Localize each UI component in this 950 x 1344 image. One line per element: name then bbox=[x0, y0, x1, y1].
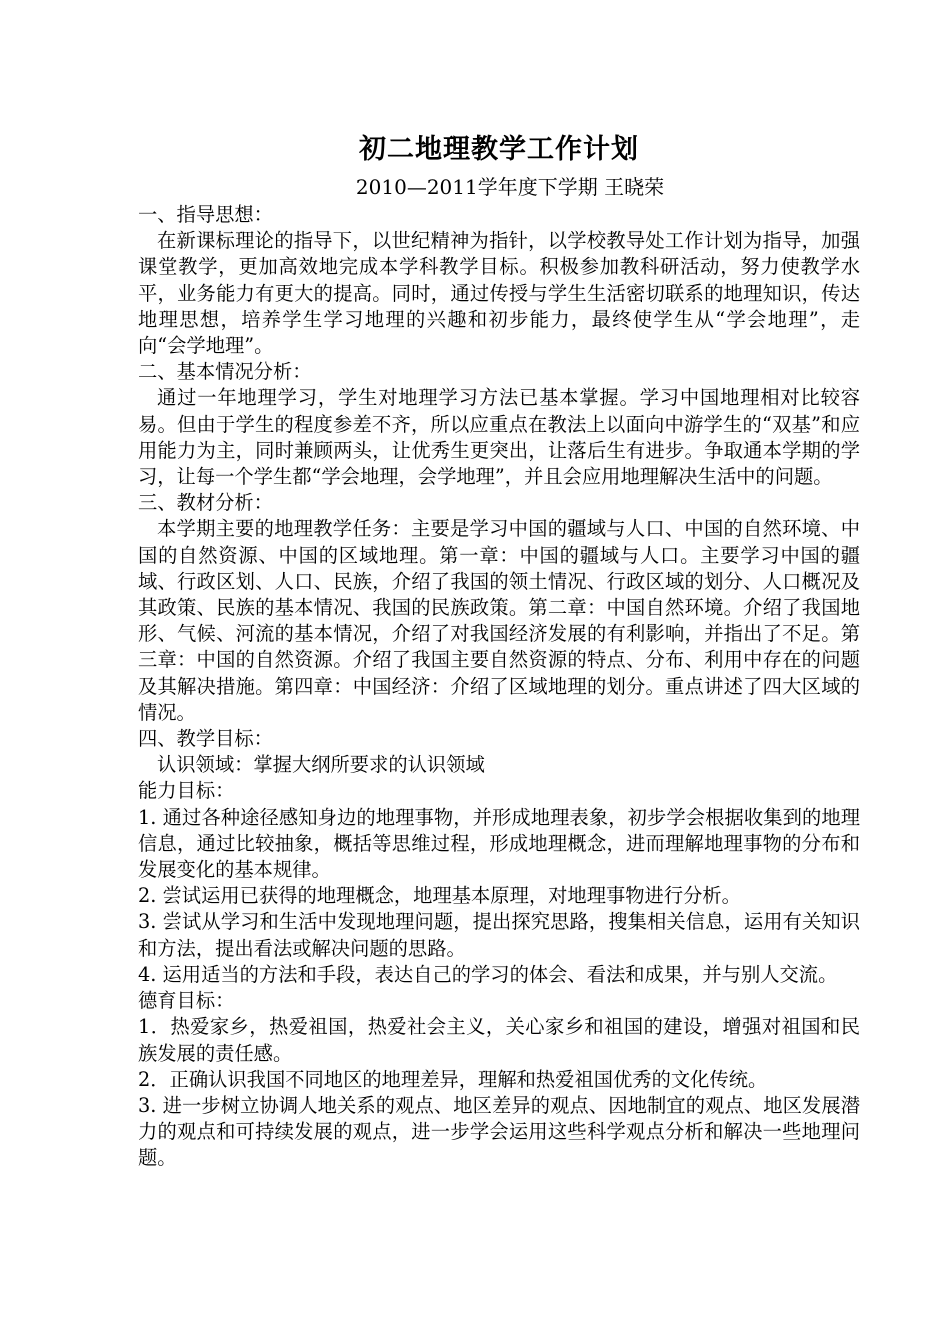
document-subtitle: 2010—2011学年度下学期 王晓荣 bbox=[355, 175, 665, 199]
section-heading-situation-analysis: 二、基本情况分析： bbox=[138, 360, 312, 384]
paragraph-cognitive-domain: 认识领域：掌握大纲所要求的认识领域 bbox=[157, 753, 485, 777]
list-item: 3. 进一步树立协调人地关系的观点、地区差异的观点、因地制宜的观点、地区发展潜力的观点和可持续发展的观点，进一步学会运用这些科学观点分析和解决一些地理问题。 bbox=[138, 1093, 860, 1170]
paragraph-textbook-analysis: 本学期主要的地理教学任务：主要是学习中国的疆域与人口、中国的自然环境、中国的自然资源、中国的区域地理。第一章：中国的疆域与人口。主要学习中国的疆域、行政区划、人口、民族，介绍了我国的领土情况、行政区域的划分、人口概况及其政策、民族的基本情况、我国的民族政策。第二章：中国自然环境。介绍了我国地形、气候、河流的基本情况，介绍了对我国经济发展的有利影响，并指出了不足。第三章：中国的自然资源。介绍了我国主要自然资源的特点、分布、利用中存在的问题及其解决措施。第四章：中国经济：介绍了区域地理的划分。重点讲述了四大区域的情况。 bbox=[138, 517, 860, 724]
document-title: 初二地理教学工作计划 bbox=[359, 134, 639, 165]
list-item: 3. 尝试从学习和生活中发现地理问题，提出探究思路，搜集相关信息，运用有关知识和方法，提出看法或解决问题的思路。 bbox=[138, 910, 860, 960]
document-page bbox=[138, 130, 860, 1172]
section-heading-textbook-analysis: 三、教材分析： bbox=[138, 491, 273, 515]
section-heading-guiding-ideology: 一、指导思想： bbox=[138, 203, 273, 226]
list-item: 4. 运用适当的方法和手段，表达自己的学习的体会、看法和成果，并与别人交流。 bbox=[138, 962, 838, 986]
paragraph-situation-analysis: 通过一年地理学习，学生对地理学习方法已基本掌握。学习中国地理相对比较容易。但由于学生的程度参差不齐，所以应重点在教法上以面向中游学生的“双基”和应用能力为主，同时兼顾两头，让优秀生更突出，让落后生有进步。争取通本学期的学习，让每一个学生都“学会地理，会学地理”，并且会应用地理解决生活中的问题。 bbox=[138, 386, 860, 489]
list-item: 2. 尝试运用已获得的地理概念，地理基本原理，对地理事物进行分析。 bbox=[138, 884, 741, 908]
list-item: 2．正确认识我国不同地区的地理差异，理解和热爱祖国优秀的文化传统。 bbox=[138, 1067, 768, 1091]
list-item: 1．热爱家乡，热爱祖国，热爱社会主义，关心家乡和祖国的建设，增强对祖国和民族发展的责任感。 bbox=[138, 1015, 860, 1065]
list-item: 1. 通过各种途径感知身边的地理事物，并形成地理表象，初步学会根据收集到的地理信息，通过比较抽象，概括等思维过程，形成地理概念，进而理解地理事物的分布和发展变化的基本规律。 bbox=[138, 805, 860, 882]
subheading-ability-goals: 能力目标： bbox=[138, 779, 235, 803]
paragraph-guiding-ideology: 在新课标理论的指导下，以世纪精神为指针，以学校教导处工作计划为指导，加强课堂教学，更加高效地完成本学科教学目标。积极参加教科研活动，努力使教学水平，业务能力有更大的提高。同时，通过传授与学生生活密切联系的地理知识，传达地理思想，培养学生学习地理的兴趣和初步能力，最终使学生从“学会地理”，走向“会学地理”。 bbox=[138, 229, 860, 358]
subheading-moral-goals: 德育目标： bbox=[138, 989, 235, 1013]
section-heading-teaching-goals: 四、教学目标： bbox=[138, 727, 273, 751]
